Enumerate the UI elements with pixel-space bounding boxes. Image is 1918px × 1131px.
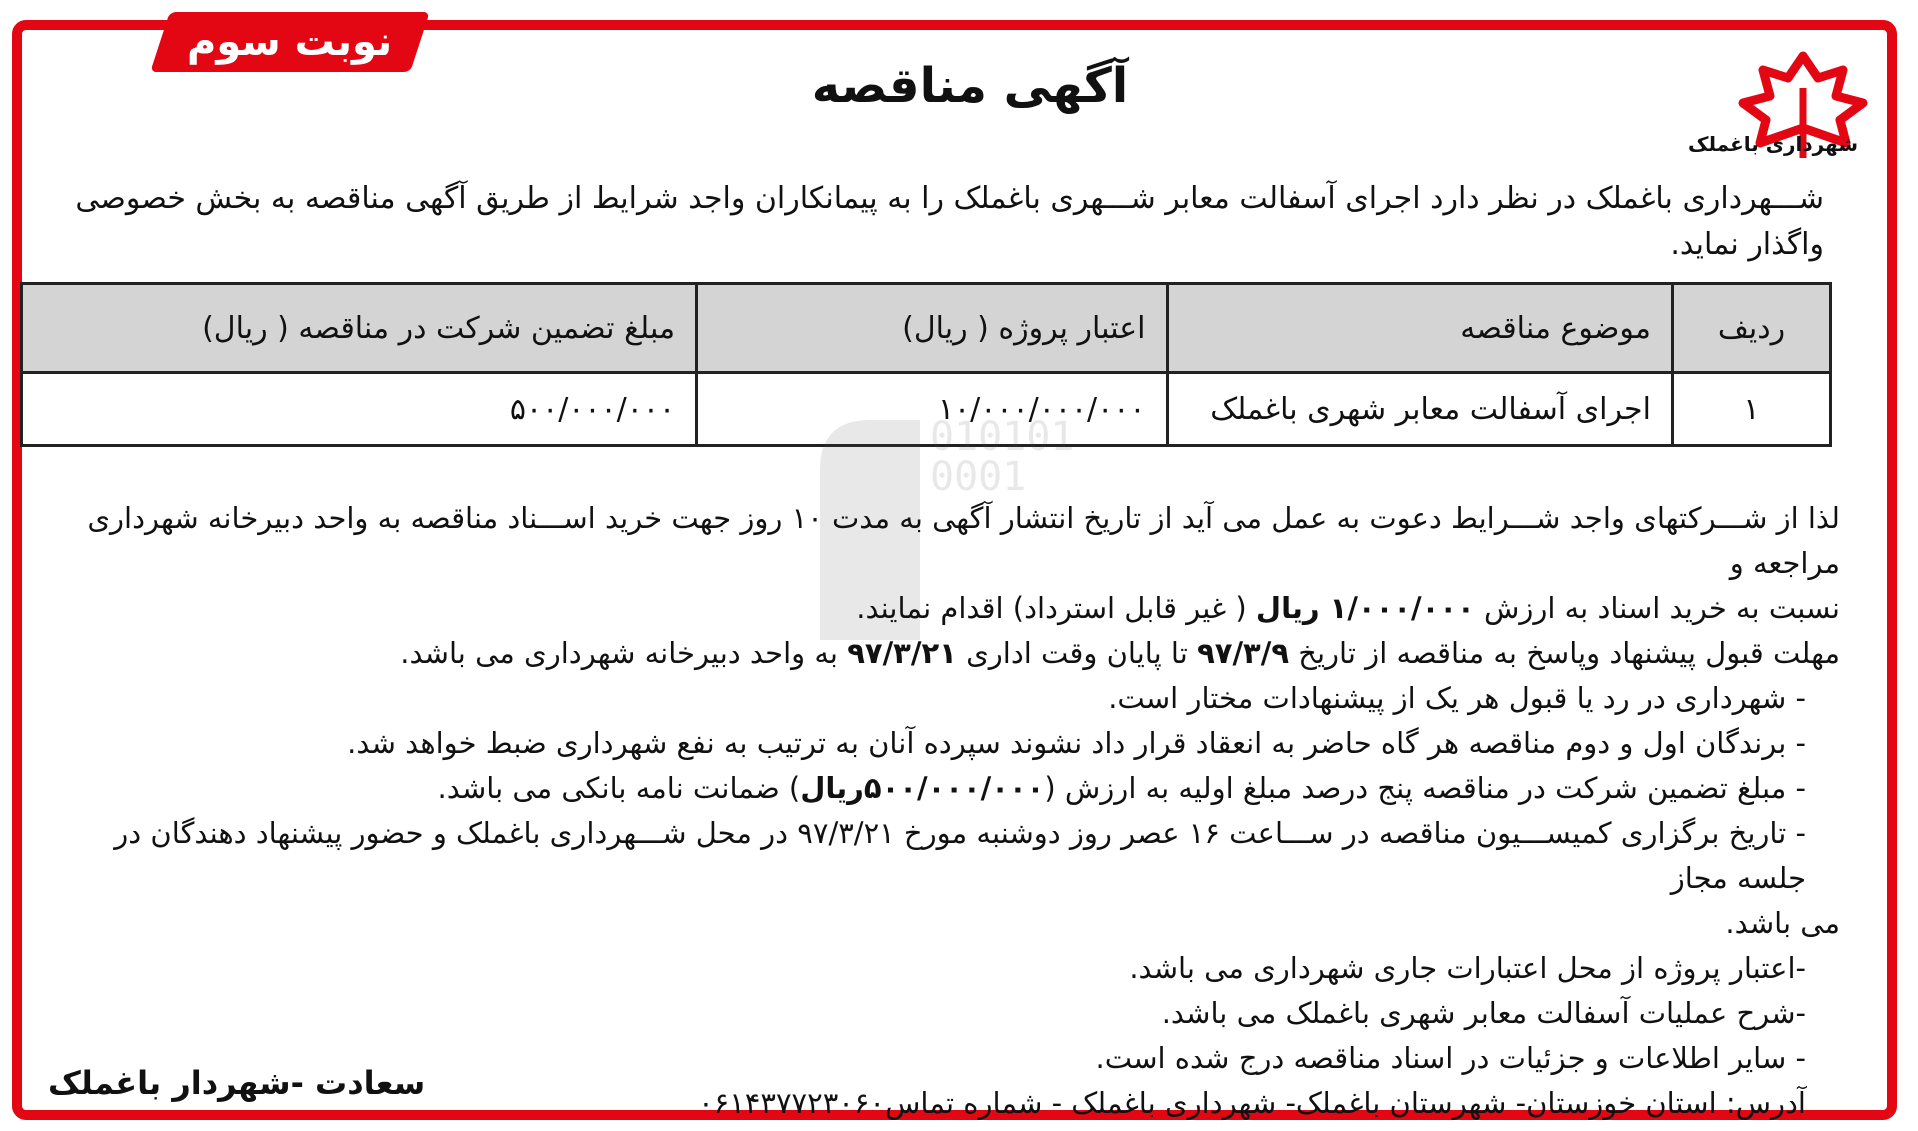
round-badge-label: نوبت سوم	[187, 19, 393, 65]
col-header-subject: موضوع مناقصه	[1167, 284, 1672, 373]
address-line: آدرس: استان خوزستان- شهرستان باغملک- شهرداری باغملک - شماره تماس۰۶۱۴۳۷۷۲۳۰۶۰	[698, 1086, 1806, 1120]
intro-line-2: واگذار نماید.	[1670, 227, 1824, 262]
svg-text:0001: 0001	[930, 454, 1027, 500]
cell-guarantee: ۵۰۰/۰۰۰/۰۰۰	[22, 373, 697, 446]
cell-subject: اجرای آسفالت معابر شهری باغملک	[1167, 373, 1672, 446]
body-line: - مبلغ تضمین شرکت در مناقصه پنج درصد مبلغ اولیه به ارزش (۵۰۰/۰۰۰/۰۰۰ریال) ضمانت نامه بانکی می باشد.	[437, 771, 1806, 805]
notice-body	[40, 496, 1840, 1126]
body-line: - برندگان اول و دوم مناقصه هر گاه حاضر به انعقاد قرار داد نشوند سپرده آنان به ترتیب به نفع شهرداری ضبط خواهد شد.	[347, 726, 1806, 760]
round-badge	[150, 12, 429, 72]
table-header-row	[22, 284, 1831, 373]
body-line: نسبت به خرید اسناد به ارزش ۱/۰۰۰/۰۰۰ ریال ( غیر قابل استرداد) اقدام نمایند.	[856, 591, 1840, 625]
col-header-row: ردیف	[1672, 284, 1830, 373]
intro-paragraph	[44, 176, 1824, 268]
body-line: -اعتبار پروژه از محل اعتبارات جاری شهرداری می باشد.	[1129, 951, 1806, 985]
cell-budget: ۱۰/۰۰۰/۰۰۰/۰۰۰	[697, 373, 1167, 446]
logo-caption: شهرداری باغملک	[1688, 132, 1858, 156]
body-line: - تاریخ برگزاری کمیســـیون مناقصه در ســـاعت ۱۶ عصر روز دوشنبه مورخ ۹۷/۳/۲۱ در محل شـــهرداری باغملک و حضور پیشنهاد دهندگان در جلسه مجاز	[114, 816, 1806, 895]
page-title: آگهی مناقصه	[811, 58, 1129, 114]
body-line: - سایر اطلاعات و جزئیات در اسناد مناقصه درج شده است.	[1095, 1041, 1806, 1075]
body-line: لذا از شـــرکتهای واجد شـــرایط دعوت به عمل می آید از تاریخ انتشار آگهی به مدت ۱۰ روز جهت خرید اســـناد مناقصه به واحد دبیرخانه شهرداری مراجعه و	[87, 501, 1840, 580]
col-header-budget: اعتبار پروژه ( ریال)	[697, 284, 1167, 373]
body-line: مهلت قبول پیشنهاد وپاسخ به مناقصه از تاریخ ۹۷/۳/۹ تا پایان وقت اداری ۹۷/۳/۲۱ به واحد دبیرخانه شهرداری می باشد.	[400, 636, 1840, 670]
body-line: - شهرداری در رد یا قبول هر یک از پیشنهادات مختار است.	[1108, 681, 1806, 715]
cell-row: ۱	[1672, 373, 1830, 446]
svg-text:010101: 010101	[930, 414, 1075, 460]
body-line: -شرح عملیات آسفالت معابر شهری باغملک می باشد.	[1161, 996, 1806, 1030]
col-header-guarantee: مبلغ تضمین شرکت در مناقصه ( ریال)	[22, 284, 697, 373]
body-line: می باشد.	[1725, 906, 1840, 940]
signature: سعادت -شهردار باغملک	[48, 1064, 426, 1102]
intro-line-1: شـــهرداری باغملک در نظر دارد اجرای آسفالت معابر شـــهری باغملک را به پیمانکاران واجد شرایط از طریق آگهی مناقصه به بخش خصوصی	[75, 181, 1824, 216]
